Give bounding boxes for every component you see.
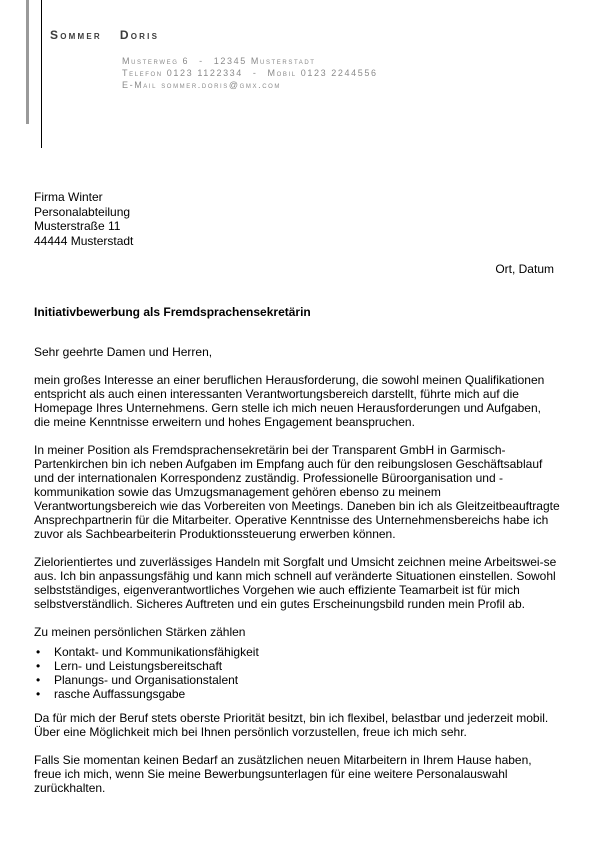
sender-email-line [122, 79, 378, 91]
separator: - [252, 68, 258, 78]
paragraph-strengths-intro: Zu meinen persönlichen Stärken zählen [34, 625, 246, 639]
strength-text: Planungs- und Organisationstalent [54, 673, 239, 687]
paragraph-profile: Zielorientiertes und zuverlässiges Handeln mit Sorgfalt und Umsicht zeichnen meine Arbeitswei-se aus. Ich bin anpassungsfähig und kann mich schnell auf veränderte Situationen einstellen. Sowohl selbstständiges, eigenverantwortliches Vorgehen wie auch effiziente Teamarbeit ist für mich selbstverständlich. Sicheres Auftreten und ein gutes Erscheinungsbild runden mein Profil ab. [34, 555, 557, 611]
bullet-icon: • [36, 645, 41, 659]
paragraph-future-consideration: Falls Sie momentan keinen Bedarf an zusätzlichen neuen Mitarbeitern in Ihrem Hause haben, freue ich mich, wenn Sie meine Bewerbungsunterlagen für eine weitere Personalauswahl zurückhalten. [34, 753, 532, 795]
header-accent-bar [26, 0, 29, 124]
sender-mobile: Mobil 0123 2244556 [267, 68, 378, 78]
strength-text: rasche Auffassungsgabe [54, 687, 186, 701]
recipient-department: Personalabteilung [34, 204, 131, 219]
salutation: Sehr geehrte Damen und Herren, [34, 345, 213, 359]
list-item [34, 659, 560, 673]
sender-phone: Telefon 0123 1122334 [122, 68, 243, 78]
paragraph-mobility: Da für mich der Beruf stets oberste Priorität besitzt, bin ich flexibel, belastbar und jederzeit mobil. Über eine Möglichkeit mich bei Ihnen persönlich vorzustellen, freue ich mich sehr. [34, 711, 549, 739]
strengths-list [34, 645, 560, 701]
sender-first-name: Doris [119, 28, 160, 42]
header-accent-line [41, 0, 42, 148]
sender-address: Musterweg 6 [122, 56, 190, 66]
recipient-company: Firma Winter [34, 190, 103, 204]
strength-text: Kontakt- und Kommunikationsfähigkeit [54, 645, 259, 659]
sender-postal-city: 12345 Musterstadt [213, 56, 316, 66]
letter-subject: Initiativbewerbung als Fremdsprachensekretärin [34, 305, 311, 319]
bullet-icon: • [36, 659, 41, 673]
recipient-city: 44444 Musterstadt [34, 233, 134, 248]
list-item [34, 645, 560, 659]
bullet-icon: • [36, 687, 41, 701]
sender-contact-block [122, 55, 378, 91]
list-item [34, 673, 560, 687]
paragraph-interest: mein großes Interesse an einer beruflichen Herausforderung, die sowohl meinen Qualifikationen entspricht als auch einen interessanten Verantwortungsbereich darstellt, führte mich auf die Homepage Ihres Unternehmens. Gern stelle ich mich neuen Herausforderungen und Aufgaben, die meine Kenntnisse erweitern und hohes Engagement beanspruchen. [34, 373, 545, 429]
sender-email: E-Mail sommer.doris@gmx.com [122, 80, 282, 90]
bullet-icon: • [36, 673, 41, 687]
place-date: Ort, Datum [495, 262, 554, 276]
sender-phone-line [122, 67, 378, 79]
sender-last-name: Sommer [50, 28, 102, 42]
sender-name [50, 28, 159, 42]
list-item [34, 687, 560, 701]
sender-address-line [122, 55, 378, 67]
strength-text: Lern- und Leistungsbereitschaft [54, 659, 223, 673]
paragraph-position: In meiner Position als Fremdsprachensekretärin bei der Transparent GmbH in Garmisch-Partenkirchen bin ich neben Aufgaben im Empfang auch für den reibungslosen Geschäftsablauf und der internationalen Korrespondenz zuständig. Professionelle Büroorganisation und -kommunikation sowie das Umzugsmanagement gehören ebenso zu meinem Verantwortungsbereich wie das Vorbereiten von Meetings. Daneben bin ich als Gleitzeitbeauftragte Ansprechpartnerin für die Mitarbeiter. Operative Kenntnisse des Unternehmensbereichs habe ich zuvor als Sachbearbeiterin Produktionssteuerung erwerben können. [34, 443, 560, 541]
letter-body [34, 345, 560, 809]
recipient-street: Musterstraße 11 [34, 219, 121, 233]
separator: - [199, 56, 204, 66]
recipient-address [34, 190, 133, 248]
